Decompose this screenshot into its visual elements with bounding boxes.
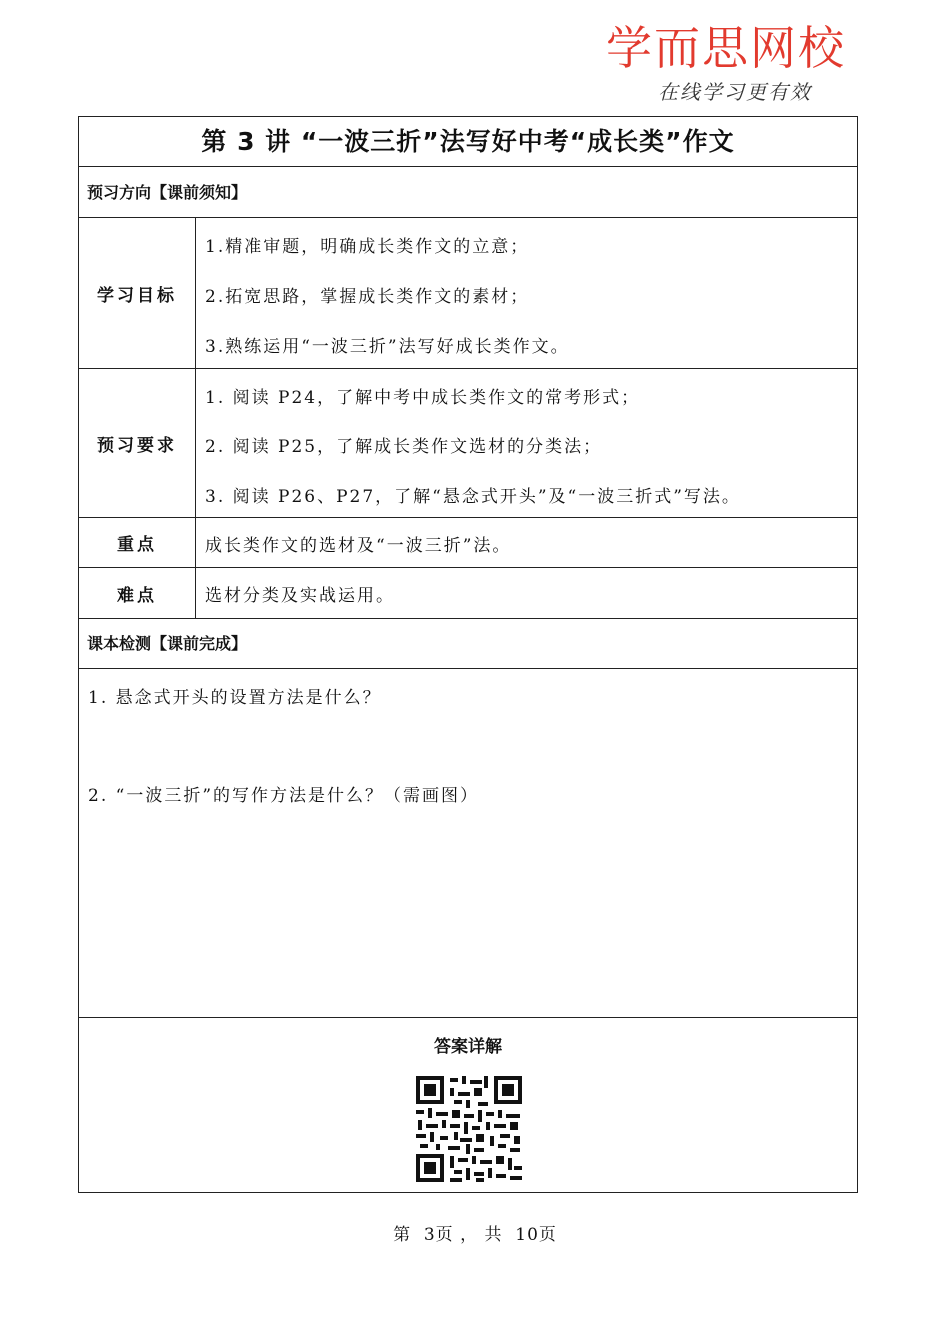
goal-item: 3.熟练运用“一波三折”法写好成长类作文。	[205, 337, 570, 357]
brand-slogan: 在线学习更有效	[658, 80, 812, 104]
goal-item: 1.精准审题，明确成长类作文的立意；	[205, 237, 530, 257]
key-point-row	[79, 518, 857, 568]
page-number: 第 3页 ， 共 10页	[393, 1225, 557, 1245]
question-item: 2. “一波三折”的写作方法是什么？（需画图）	[88, 786, 480, 806]
key-point-text: 成长类作文的选材及“一波三折”法。	[205, 536, 512, 556]
question-item: 1. 悬念式开头的设置方法是什么？	[88, 688, 382, 708]
difficulty-text: 选材分类及实战运用。	[205, 586, 395, 606]
answers-heading: 答案详解	[434, 1037, 502, 1057]
requirement-item: 3. 阅读 P26、P27，了解“悬念式开头”及“一波三折式”写法。	[205, 487, 741, 507]
brand-logo	[606, 20, 866, 108]
requirement-item: 1. 阅读 P24，了解中考中成长类作文的常考形式；	[205, 388, 641, 408]
preview-heading: 预习方向【课前须知】	[79, 167, 857, 218]
requirements-label: 预习要求	[79, 369, 196, 517]
page-title: 第 3 讲 “一波三折”法写好中考“成长类”作文	[79, 117, 857, 167]
requirements-row	[79, 369, 857, 518]
key-point-label: 重点	[79, 518, 196, 567]
requirements-content	[196, 369, 857, 517]
goals-label: 学习目标	[79, 218, 196, 368]
qr-code	[414, 1074, 524, 1184]
goal-item: 2.拓宽思路，掌握成长类作文的素材；	[205, 287, 530, 307]
goals-content	[196, 218, 857, 368]
difficulty-label: 难点	[79, 568, 196, 618]
requirement-item: 2. 阅读 P25，了解成长类作文选材的分类法；	[205, 437, 603, 457]
answers-area	[79, 1018, 857, 1194]
check-heading: 课本检测【课前完成】	[79, 619, 857, 669]
lesson-sheet	[78, 116, 858, 1193]
difficulty-row	[79, 568, 857, 619]
goals-row	[79, 218, 857, 369]
brand-name: 学而思网校	[606, 21, 846, 75]
questions-area	[79, 669, 857, 1018]
